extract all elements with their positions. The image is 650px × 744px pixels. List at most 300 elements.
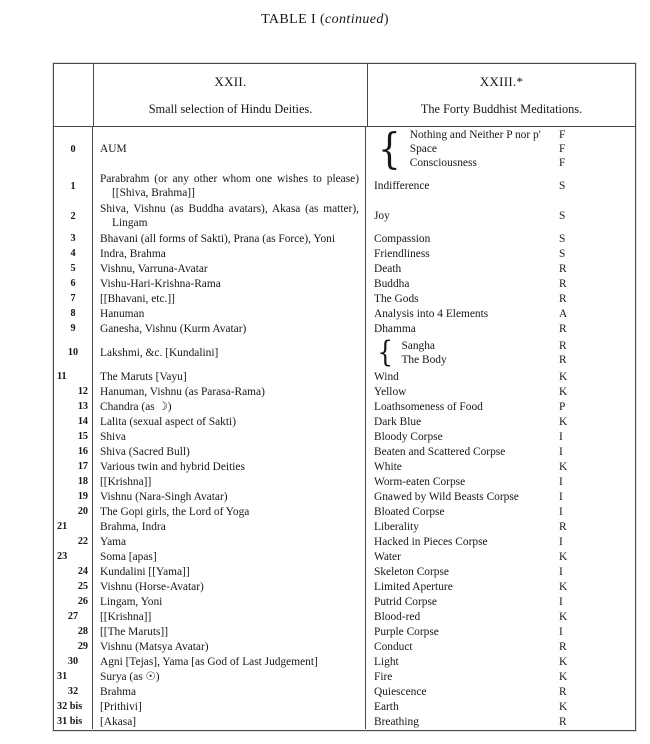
meditation-cell [366,384,635,399]
key-scale-number: 8 [70,308,76,319]
header-column-xxiii [368,64,635,126]
meditation-letter: F [559,129,566,141]
key-scale-cell [54,127,93,171]
table-row [54,171,635,201]
meditation-text: Breathing [374,715,419,728]
meditation-letter: R [559,262,567,275]
table-row [54,399,635,414]
hindu-deities-cell [93,669,366,684]
meditation-cell [366,474,635,489]
meditation-cell [366,429,635,444]
hindu-deities-cell [93,609,366,624]
meditation-text: Wind [374,370,399,383]
meditation-text: Bloody Corpse [374,430,443,443]
meditation-letter: R [559,339,567,352]
meditation-text: Dark Blue [374,415,422,428]
hindu-deities-cell [93,444,366,459]
meditation-letter: K [559,460,568,473]
meditation-cell [366,231,635,246]
meditation-text: Death [374,262,402,275]
key-scale-cell [54,429,93,444]
key-scale-cell [54,306,93,321]
hindu-deities-text: Indra, Brahma [100,247,166,260]
meditation-text: Indifference [374,180,430,192]
hindu-deities-text: Bhavani (all forms of Sakti), Prana (as Force), Yoni [100,232,336,245]
meditation-cell [366,519,635,534]
meditation-cell [366,246,635,261]
hindu-deities-cell [93,474,366,489]
page-title [0,12,650,28]
key-scale-cell [54,336,93,369]
hindu-deities-cell [93,579,366,594]
hindu-deities-text: Soma [apas] [100,550,157,563]
key-scale-number: 4 [70,248,76,259]
hindu-deities-cell [93,654,366,669]
key-scale-cell [54,171,93,201]
table-row [54,306,635,321]
hindu-deities-cell [93,429,366,444]
key-scale-cell [54,519,93,534]
brace-icon: { [378,127,401,173]
meditation-text: Purple Corpse [374,625,439,638]
meditation-letter: R [559,353,567,366]
table-row [54,459,635,474]
hindu-deities-cell [93,399,366,414]
meditation-text: Conduct [374,640,413,653]
meditation-cell [366,714,635,729]
meditation-text: Hacked in Pieces Corpse [374,535,488,548]
meditation-text: Liberality [374,520,419,533]
key-scale-number: 27 [67,611,79,622]
meditation-text: Gnawed by Wild Beasts Corpse [374,490,519,503]
hindu-deities-text: Various twin and hybrid Deities [100,460,245,473]
hindu-deities-text: [[Krishna]] [100,475,152,488]
key-scale-cell [54,654,93,669]
correspondence-table [53,63,636,731]
hindu-deities-text: Vishu-Hari-Krishna-Rama [100,277,221,290]
key-scale-cell [54,699,93,714]
table-row [54,654,635,669]
meditation-letter-group [559,339,635,367]
meditation-cell [366,624,635,639]
table-body [54,127,635,730]
table-row [54,127,635,171]
key-scale-cell [54,714,93,729]
hindu-deities-cell [93,699,366,714]
meditation-letter: I [559,565,563,578]
table-row [54,474,635,489]
hindu-deities-cell [93,306,366,321]
key-scale-cell [54,444,93,459]
hindu-deities-cell [93,261,366,276]
key-scale-cell [54,504,93,519]
column-xxiii-subtitle: The Forty Buddhist Meditations. [420,102,583,116]
hindu-deities-text: [Prithivi] [100,700,142,713]
hindu-deities-text: Hanuman, Vishnu (as Parasa-Rama) [100,385,265,398]
key-scale-number: 32 [67,686,79,697]
table-row [54,519,635,534]
meditation-letter: I [559,595,563,608]
table-row [54,564,635,579]
table-row [54,639,635,654]
meditation-letter: I [559,490,563,503]
key-scale-cell [54,609,93,624]
meditation-letter: R [559,640,567,653]
table-row [54,291,635,306]
key-scale-number: 30 [67,656,79,667]
hindu-deities-cell [93,639,366,654]
hindu-deities-text: The Maruts [Vayu] [100,370,187,383]
page-title-suffix: ) [383,12,389,27]
hindu-deities-cell [93,246,366,261]
meditation-letter: I [559,445,563,458]
meditation-text: Buddha [374,277,410,290]
meditation-letter: K [559,550,568,563]
meditation-letter: S [559,180,566,192]
key-scale-cell [54,201,93,231]
meditation-letter: K [559,370,568,383]
meditation-text: Space [409,143,437,155]
key-scale-number: 29 [77,641,88,652]
key-scale-cell [54,639,93,654]
meditation-cell [366,444,635,459]
meditation-text: Skeleton Corpse [374,565,449,578]
hindu-deities-text: Vishnu (Horse-Avatar) [100,580,204,593]
hindu-deities-cell [93,291,366,306]
table-row [54,594,635,609]
hindu-deities-cell [93,489,366,504]
table-row [54,549,635,564]
hindu-deities-text: AUM [100,143,127,155]
brace-icon: { [377,335,394,369]
hindu-deities-text: Yama [100,535,127,548]
meditation-text: Bloated Corpse [374,505,445,518]
hindu-deities-text: Vishnu (Nara-Singh Avatar) [100,490,228,503]
meditation-text: Analysis into 4 Elements [374,307,489,320]
hindu-deities-text: Brahma, Indra [100,520,166,533]
meditation-cell [366,276,635,291]
meditation-cell [366,291,635,306]
meditation-cell [366,549,635,564]
key-scale-cell [54,549,93,564]
table-row [54,684,635,699]
header-key-scale-column [54,64,94,126]
meditation-letter: K [559,670,568,683]
meditation-cell [366,399,635,414]
hindu-deities-text: Shiva (Sacred Bull) [100,445,190,458]
key-scale-number: 14 [77,416,88,427]
hindu-deities-text: Chandra (as ☽) [100,400,172,413]
meditation-cell [366,127,635,171]
key-scale-cell [54,534,93,549]
hindu-deities-cell [93,714,366,729]
meditation-letter: P [559,400,566,413]
table-row [54,369,635,384]
hindu-deities-text: [[Krishna]] [100,610,152,623]
meditation-text: Sangha [401,339,435,352]
meditation-letter: K [559,655,568,668]
page-title-prefix: TABLE I ( [261,12,326,27]
hindu-deities-text: Surya (as ☉) [100,670,160,683]
key-scale-number: 0 [70,143,76,155]
meditation-cell [366,609,635,624]
key-scale-cell [54,291,93,306]
key-scale-number: 31 bis [57,716,83,727]
meditation-cell [366,201,635,231]
key-scale-number: 19 [77,491,88,502]
meditation-text: The Body [401,353,447,366]
key-scale-number: 1 [70,180,76,192]
hindu-deities-cell [93,127,366,171]
page-title-italic: continued [325,12,384,27]
meditation-text: Dhamma [374,322,416,335]
meditation-cell [366,579,635,594]
key-scale-cell [54,369,93,384]
hindu-deities-cell [93,321,366,336]
table-row [54,201,635,231]
meditation-group [410,128,559,170]
table-row [54,321,635,336]
hindu-deities-cell [93,171,366,201]
hindu-deities-cell [93,231,366,246]
meditation-letter: I [559,475,563,488]
key-scale-cell [54,276,93,291]
key-scale-number: 16 [77,446,88,457]
key-scale-cell [54,414,93,429]
header-column-xxii [94,64,368,126]
meditation-letter: I [559,625,563,638]
meditation-letter: R [559,322,567,335]
column-xxiii-number: XXIII.* [479,74,524,89]
hindu-deities-text: Vishnu, Varruna-Avatar [100,262,208,275]
meditation-letter: R [559,292,567,305]
key-scale-number: 18 [77,476,88,487]
hindu-deities-text: Shiva [100,430,126,443]
column-xxii-number: XXII. [214,74,247,89]
key-scale-number: 28 [77,626,88,637]
meditation-cell [366,534,635,549]
table-row [54,504,635,519]
hindu-deities-text: Parabrahm (or any other whom one wishes to please) [[Shiva, Brahma]] [100,173,359,199]
meditation-cell [366,336,635,369]
hindu-deities-text: Lakshmi, &c. [Kundalini] [100,346,219,359]
hindu-deities-text: Brahma [100,685,137,698]
key-scale-number: 15 [77,431,88,442]
meditation-cell [366,414,635,429]
key-scale-cell [54,669,93,684]
meditation-cell [366,564,635,579]
meditation-letter-group [559,128,635,170]
key-scale-cell [54,489,93,504]
meditation-letter: R [559,520,567,533]
table-row [54,624,635,639]
meditation-cell [366,369,635,384]
key-scale-number: 25 [77,581,88,592]
meditation-text: Loathsomeness of Food [374,400,483,413]
key-scale-number: 31 [57,671,68,682]
hindu-deities-text: Shiva, Vishnu (as Buddha avatars), Akasa (as matter), Lingam [100,203,359,229]
meditation-letter: F [559,157,566,169]
meditation-cell [366,261,635,276]
meditation-cell [366,321,635,336]
hindu-deities-text: Lingam, Yoni [100,595,163,608]
key-scale-cell [54,579,93,594]
hindu-deities-text: The Gopi girls, the Lord of Yoga [100,505,250,518]
meditation-letter: A [559,307,568,320]
hindu-deities-cell [93,534,366,549]
meditation-letter: R [559,277,567,290]
table-row [54,714,635,729]
table-header-row [54,64,635,127]
table-row [54,261,635,276]
key-scale-number: 26 [77,596,88,607]
hindu-deities-cell [93,384,366,399]
key-scale-number: 13 [77,401,88,412]
key-scale-number: 32 bis [57,701,83,712]
key-scale-number: 11 [57,371,67,382]
key-scale-number: 5 [70,263,76,274]
table-row [54,429,635,444]
hindu-deities-cell [93,684,366,699]
hindu-deities-cell [93,594,366,609]
meditation-cell [366,699,635,714]
key-scale-number: 3 [70,233,76,244]
key-scale-cell [54,231,93,246]
table-row [54,444,635,459]
meditation-text: Friendliness [374,247,430,260]
table-row [54,534,635,549]
meditation-letter: S [559,232,566,245]
hindu-deities-text: Lalita (sexual aspect of Sakti) [100,415,237,428]
key-scale-number: 21 [57,521,68,532]
key-scale-number: 10 [67,347,79,358]
meditation-letter: S [559,247,566,260]
meditation-text: Worm-eaten Corpse [374,475,466,488]
key-scale-cell [54,261,93,276]
hindu-deities-cell [93,369,366,384]
meditation-text: White [374,460,402,473]
meditation-letter: K [559,700,568,713]
meditation-cell [366,504,635,519]
hindu-deities-cell [93,459,366,474]
hindu-deities-text: Agni [Tejas], Yama [as God of Last Judgement] [100,655,318,668]
key-scale-number: 22 [77,536,88,547]
hindu-deities-text: [Akasa] [100,715,137,728]
table-row [54,384,635,399]
meditation-letter: R [559,685,567,698]
meditation-letter: K [559,415,568,428]
key-scale-cell [54,459,93,474]
meditation-letter: F [559,143,566,155]
hindu-deities-cell [93,504,366,519]
key-scale-number: 23 [57,551,68,562]
meditation-text: Fire [374,670,393,683]
meditation-text: Nothing and Neither P nor p' [409,129,541,141]
hindu-deities-text: [[The Maruts]] [100,625,168,638]
key-scale-cell [54,246,93,261]
meditation-cell [366,594,635,609]
meditation-text: Blood-red [374,610,421,623]
meditation-text: Yellow [374,385,407,398]
key-scale-number: 2 [70,210,76,222]
meditation-text: Beaten and Scattered Corpse [374,445,506,458]
key-scale-cell [54,474,93,489]
meditation-text: Consciousness [409,157,477,169]
table-row [54,276,635,291]
key-scale-cell [54,399,93,414]
meditation-text: Limited Aperture [374,580,453,593]
key-scale-cell [54,684,93,699]
hindu-deities-text: Kundalini [[Yama]] [100,565,190,578]
hindu-deities-cell [93,201,366,231]
hindu-deities-cell [93,519,366,534]
key-scale-number: 20 [77,506,88,517]
key-scale-cell [54,594,93,609]
key-scale-cell [54,384,93,399]
key-scale-cell [54,564,93,579]
meditation-cell [366,639,635,654]
hindu-deities-text: Ganesha, Vishnu (Kurm Avatar) [100,322,247,335]
key-scale-cell [54,624,93,639]
meditation-text: Light [374,655,399,668]
hindu-deities-cell [93,414,366,429]
hindu-deities-text: Hanuman [100,307,145,320]
meditation-text: Water [374,550,401,563]
table-row [54,414,635,429]
meditation-letter: K [559,385,568,398]
table-row [54,231,635,246]
meditation-letter: K [559,580,568,593]
key-scale-number: 6 [70,278,76,289]
meditation-cell [366,171,635,201]
hindu-deities-cell [93,564,366,579]
meditation-cell [366,306,635,321]
key-scale-cell [54,321,93,336]
meditation-letter: K [559,610,568,623]
meditation-cell [366,684,635,699]
table-row [54,489,635,504]
table-row [54,699,635,714]
meditation-cell [366,654,635,669]
meditation-letter: I [559,505,563,518]
meditation-cell [366,489,635,504]
meditation-cell [366,459,635,474]
meditation-letter: I [559,430,563,443]
meditation-text: Compassion [374,232,431,245]
meditation-group [401,339,559,367]
hindu-deities-text: [[Bhavani, etc.]] [100,292,175,305]
key-scale-number: 12 [77,386,88,397]
meditation-text: The Gods [374,292,419,305]
key-scale-number: 9 [70,323,76,334]
table-row [54,246,635,261]
meditation-text: Joy [374,210,390,222]
table-row [54,609,635,624]
hindu-deities-cell [93,624,366,639]
meditation-letter: S [559,210,566,222]
meditation-text: Quiescence [374,685,427,698]
hindu-deities-cell [93,336,366,369]
meditation-text: Putrid Corpse [374,595,437,608]
hindu-deities-cell [93,549,366,564]
meditation-letter: I [559,535,563,548]
table-row [54,336,635,369]
hindu-deities-text: Vishnu (Matsya Avatar) [100,640,209,653]
table-row [54,669,635,684]
meditation-letter: R [559,715,567,728]
table-row [54,579,635,594]
meditation-text: Earth [374,700,399,713]
